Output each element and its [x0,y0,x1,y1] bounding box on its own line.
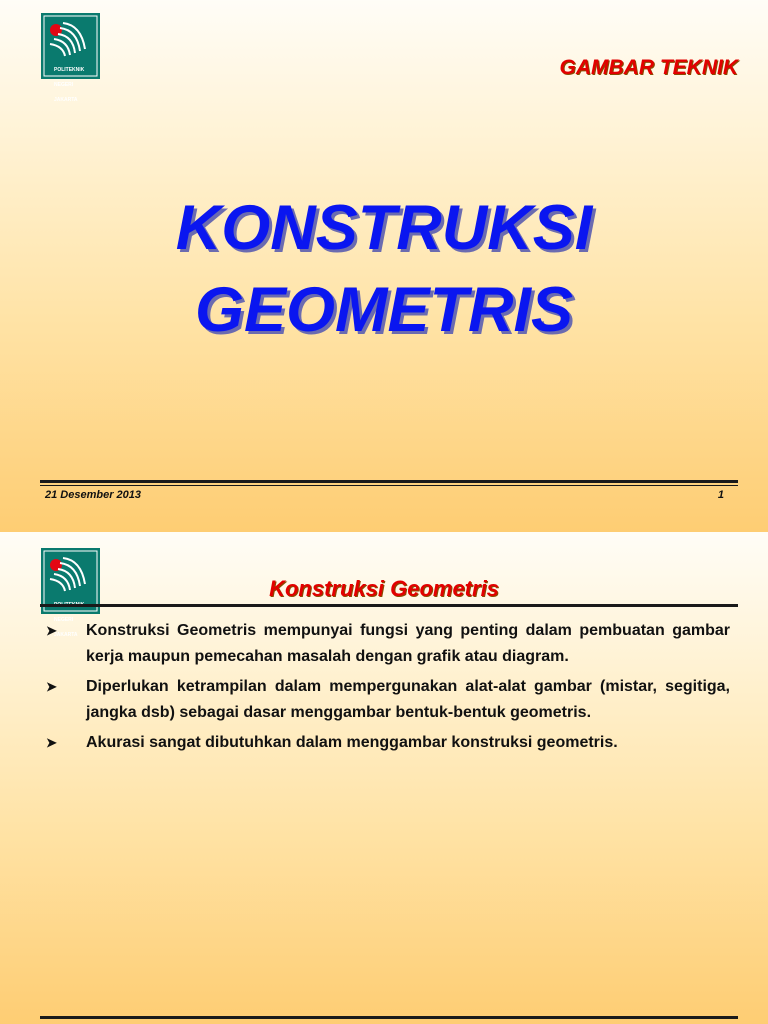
bullet-text: Diperlukan ketrampilan dalam mempergunakan alat-alat gambar (mistar, segitiga, jangka dsb) sebagai dasar menggambar bentuk-bentuk geometris. [86,678,730,721]
slide-title: Konstruksi Geometris [269,576,499,601]
list-item [44,618,730,670]
logo-text [54,58,84,113]
bullet-text: Akurasi sangat dibutuhkan dalam menggambar konstruksi geometris. [86,734,618,751]
arrowhead-bullet-icon: ➤ [46,679,57,694]
bullet-list [44,618,730,760]
page-number: 1 [717,489,724,501]
arrowhead-bullet-icon: ➤ [46,735,57,750]
title-divider [40,604,738,607]
logo-line: NEGERI [54,82,74,88]
institution-logo [41,13,100,103]
logo-line: JAKARTA [54,632,78,638]
arrowhead-bullet-icon: ➤ [46,623,57,638]
logo-line: NEGERI [54,617,74,623]
footer-divider [40,480,738,483]
main-title-line2: GEOMETRIS [194,275,574,345]
list-item [44,730,730,756]
footer-date: 21 Desember 2013 [45,489,142,501]
list-item [44,674,730,726]
content-slide [0,532,768,1024]
logo-line: JAKARTA [54,97,78,103]
course-title: GAMBAR TEKNIK [559,56,738,79]
footer-divider [40,1016,738,1019]
main-title-line1: KONSTRUKSI [175,193,593,263]
footer-divider-thin [40,485,738,486]
bullet-text: Konstruksi Geometris mempunyai fungsi yang penting dalam pembuatan gambar kerja maupun pemecahan masalah dengan grafik atau diagram. [86,622,730,665]
logo-line: POLITEKNIK [54,67,85,73]
